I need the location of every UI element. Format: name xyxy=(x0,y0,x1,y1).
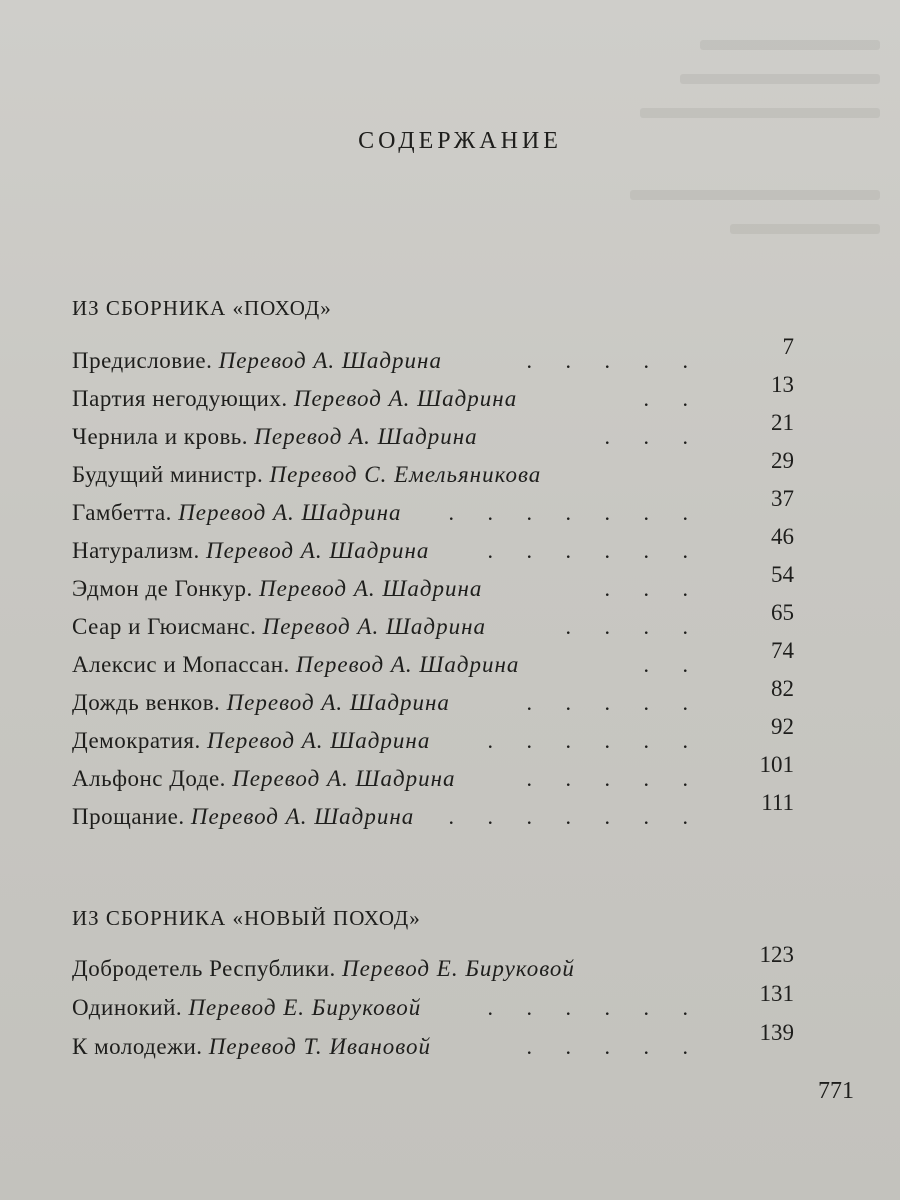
leader-dots: . . . . . . xyxy=(487,995,702,1020)
leader-dots: . . . . . xyxy=(526,766,702,791)
leader-dots: . . . xyxy=(604,576,702,601)
entry-title: Предисловие. xyxy=(72,348,213,373)
leader-dots: . . . . . xyxy=(526,348,702,373)
entry-title: Демократия. xyxy=(72,728,201,753)
entry-page-number: 92 xyxy=(771,714,794,739)
entry-title: Добродетель Республики. xyxy=(72,956,336,981)
entry-page-number: 29 xyxy=(771,448,794,473)
entry-translator: Перевод Е. Бируковой xyxy=(342,956,575,981)
leader-dots: . . xyxy=(643,386,702,411)
toc-entry xyxy=(72,714,794,759)
entry-translator: Перевод А. Шадрина xyxy=(232,766,456,791)
show-through-mark xyxy=(730,224,880,234)
entry-translator: Перевод А. Шадрина xyxy=(190,804,415,829)
page-folio-number: 771 xyxy=(818,1078,854,1104)
entry-page-number: 65 xyxy=(771,600,794,625)
entry-page-number: 131 xyxy=(759,981,794,1006)
leader-dots: . . . . . . xyxy=(487,728,702,753)
entry-translator: Перевод Е. Бируковой xyxy=(188,995,422,1020)
entry-title: Гамбетта. xyxy=(72,500,172,525)
entry-translator: Перевод С. Емельяникова xyxy=(269,462,542,487)
contents-title: СОДЕРЖАНИЕ xyxy=(358,128,562,154)
entry-title: К молодежи. xyxy=(72,1034,203,1059)
toc-entry xyxy=(72,790,794,835)
leader-dots: . . . . xyxy=(565,614,702,639)
show-through-mark xyxy=(700,40,880,50)
entry-translator: Перевод А. Шадрина xyxy=(262,614,486,639)
entry-page-number: 101 xyxy=(759,752,794,777)
show-through-mark xyxy=(630,190,880,200)
entry-translator: Перевод А. Шадрина xyxy=(293,386,518,411)
entry-translator: Перевод А. Шадрина xyxy=(218,348,442,373)
show-through-mark xyxy=(640,108,880,118)
entry-page-number: 21 xyxy=(771,410,794,435)
toc-entry xyxy=(72,486,794,531)
entry-page-number: 82 xyxy=(771,676,794,701)
entry-title: Партия негодующих. xyxy=(72,386,288,411)
leader-dots: . . . . . . xyxy=(487,538,702,563)
show-through-mark xyxy=(680,74,880,84)
leader-dots: . . . xyxy=(604,424,702,449)
toc-entry xyxy=(72,448,794,493)
entry-page-number: 46 xyxy=(771,524,794,549)
entry-title: Сеар и Гюисманс. xyxy=(72,614,257,639)
leader-dots: . . . . . xyxy=(526,690,702,715)
entry-translator: Перевод А. Шадрина xyxy=(226,690,450,715)
entry-page-number: 7 xyxy=(782,334,794,359)
entry-translator: Перевод А. Шадрина xyxy=(254,424,478,449)
leader-dots: . . xyxy=(643,652,702,677)
entry-translator: Перевод Т. Ивановой xyxy=(208,1034,431,1059)
section-heading: ИЗ СБОРНИКА «НОВЫЙ ПОХОД» xyxy=(72,906,421,930)
entry-title: Прощание. xyxy=(72,804,185,829)
entry-title: Будущий министр. xyxy=(72,462,264,487)
entry-page-number: 37 xyxy=(771,486,794,511)
entry-translator: Перевод А. Шадрина xyxy=(296,652,520,677)
leader-dots: . . . . . . . xyxy=(448,804,702,829)
toc-entry xyxy=(72,752,794,797)
entry-translator: Перевод А. Шадрина xyxy=(205,538,430,563)
toc-entry xyxy=(72,410,794,455)
entry-title: Чернила и кровь. xyxy=(72,424,249,449)
toc-entry xyxy=(72,1020,794,1065)
section-heading: ИЗ СБОРНИКА «ПОХОД» xyxy=(72,296,332,320)
entry-title: Алексис и Мопассан. xyxy=(72,652,290,677)
entry-title: Альфонс Доде. xyxy=(72,766,226,791)
entry-translator: Перевод А. Шадрина xyxy=(178,500,402,525)
entry-translator: Перевод А. Шадрина xyxy=(206,728,431,753)
leader-dots: . . . . . xyxy=(526,1034,702,1059)
entry-page-number: 111 xyxy=(761,790,794,815)
toc-entry xyxy=(72,981,794,1026)
entry-title: Эдмон де Гонкур. xyxy=(72,576,253,601)
entry-translator: Перевод А. Шадрина xyxy=(259,576,483,601)
entry-page-number: 13 xyxy=(771,372,794,397)
toc-entry xyxy=(72,942,794,987)
entry-title: Натурализм. xyxy=(72,538,200,563)
leader-dots: . . . . . . . xyxy=(448,500,702,525)
toc-entry xyxy=(72,600,794,645)
toc-entry xyxy=(72,524,794,569)
entry-page-number: 74 xyxy=(771,638,794,663)
entry-page-number: 123 xyxy=(759,942,794,967)
entry-title: Дождь венков. xyxy=(72,690,221,715)
toc-entry xyxy=(72,372,794,417)
toc-entry xyxy=(72,638,794,683)
toc-entry xyxy=(72,562,794,607)
entry-page-number: 54 xyxy=(771,562,794,587)
toc-entry xyxy=(72,676,794,721)
entry-title: Одинокий. xyxy=(72,995,183,1020)
toc-entry xyxy=(72,334,794,379)
entry-page-number: 139 xyxy=(759,1020,794,1045)
